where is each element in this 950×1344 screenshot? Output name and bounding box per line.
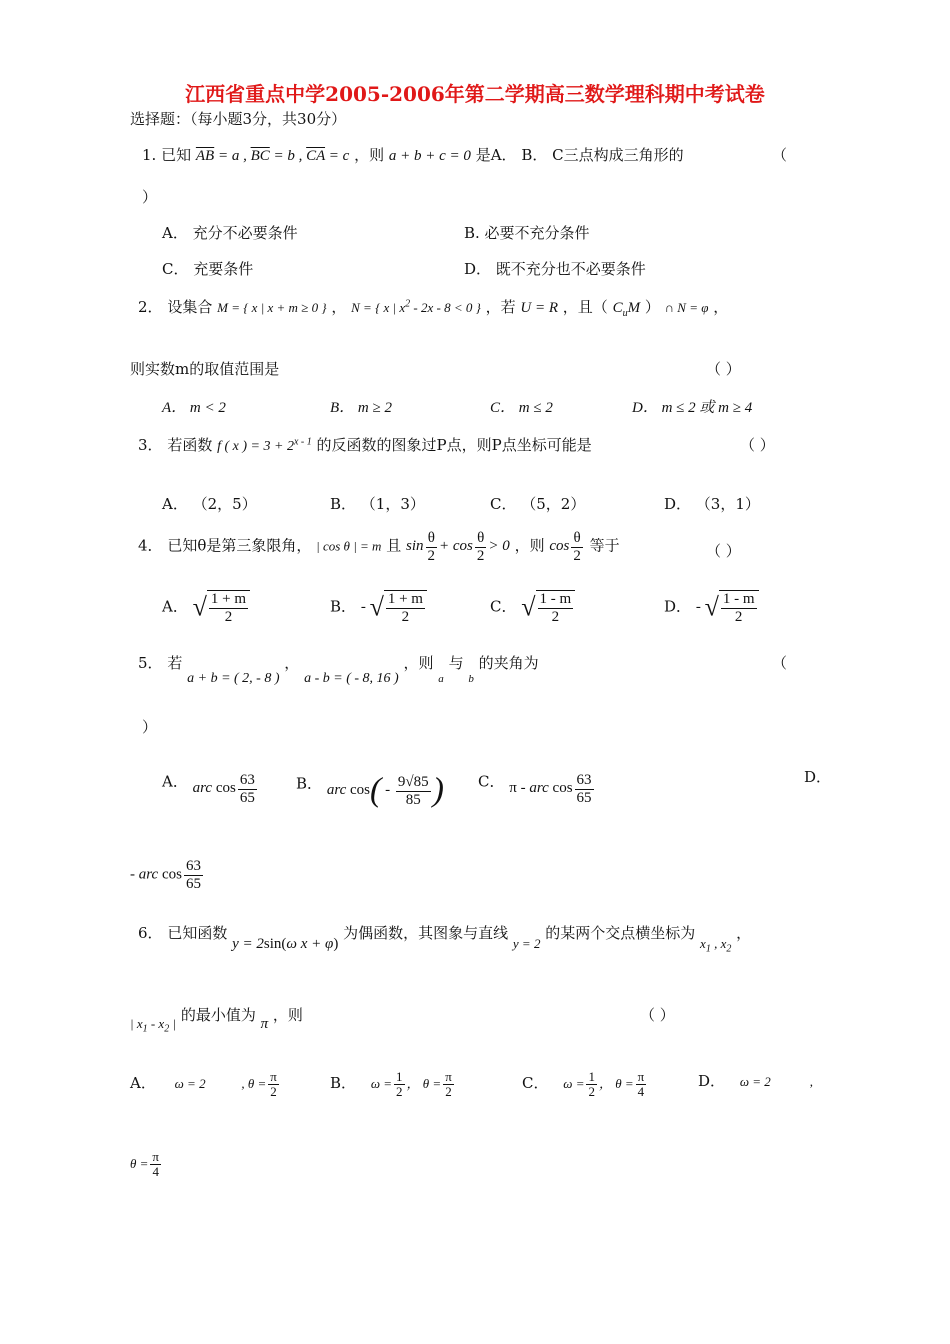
- question-text: 已知函数: [167, 924, 228, 942]
- target-expr: cos $\frac{\theta}{2}$: [549, 530, 581, 564]
- option-c: C． √ $\frac{1 - m}{2}$: [490, 590, 575, 625]
- question-number: 5．: [138, 654, 163, 672]
- option-d: D． 既不充分也不必要条件: [464, 260, 646, 278]
- option-c-expr: √ $\frac{1 - m}{2}$: [521, 590, 575, 625]
- abs-diff: | $x_1 - x_2$ |: [130, 1016, 177, 1035]
- option-c: C． ω = $\frac{1}{2}$ ， θ = $\frac{\pi}{4}$: [522, 1070, 648, 1100]
- option-a: A． ω = 2 , θ = $\frac{\pi}{2}$: [130, 1070, 281, 1100]
- cos-condition: | cos θ | = m: [316, 538, 382, 554]
- option-d: D． - √ $\frac{1 - m}{2}$: [664, 590, 759, 625]
- function-expr: y = 2sin(ω x + φ): [232, 936, 339, 952]
- option-a-expr: ω = 2 , θ = $\frac{\pi}{2}$: [174, 1069, 277, 1100]
- option-c: C． 充要条件: [162, 260, 254, 278]
- option-b: B. 必要不充分条件: [464, 224, 590, 242]
- option-c-expr: ω = $\frac{1}{2}$ ， θ = $\frac{\pi}{4}$: [563, 1069, 645, 1100]
- universal-set: U = R: [520, 300, 558, 316]
- question-4: [138, 530, 620, 564]
- option-a-expr: √ $\frac{1 + m}{2}$: [193, 590, 250, 625]
- function-expr: f ( x ) = $3 + 2^{x - 1}$: [217, 436, 312, 454]
- option-d-expr: ω = 2 ,: [739, 1074, 814, 1089]
- option-b-expr: ω = $\frac{1}{2}$ ， θ = $\frac{\pi}{2}$: [370, 1069, 452, 1100]
- question-6-line2: [130, 1004, 303, 1035]
- question-number: 3．: [138, 436, 163, 454]
- question-text: 的夹角为: [478, 654, 539, 672]
- question-text: ，且（: [562, 298, 608, 316]
- question-text: ，: [736, 924, 752, 942]
- answer-paren: （ ）: [706, 542, 741, 560]
- option-b: B． m ≥ 2: [330, 400, 392, 416]
- option-d-expr: - √ $\frac{1 - m}{2}$: [696, 590, 759, 625]
- question-6: [138, 922, 752, 955]
- option-a: A． √ $\frac{1 + m}{2}$: [162, 590, 250, 625]
- option-d: D．: [804, 768, 832, 786]
- question-text: ，若: [485, 298, 516, 316]
- option-c: C． （5，2）: [490, 495, 586, 513]
- set-n: N = { x | $x^2 - 2x - 8 < 0$ }: [351, 298, 481, 315]
- option-a: A． arc cos $\frac{63}{65}$: [162, 766, 259, 800]
- question-text: 的最小值为: [180, 1006, 256, 1024]
- question-1: [142, 144, 684, 165]
- question-text: 已知θ是第三象限角，: [167, 536, 312, 555]
- vector-b: b: [468, 673, 474, 685]
- answer-paren: （ ）: [706, 360, 741, 378]
- question-text: ，: [331, 298, 347, 316]
- question-text: 等于: [589, 536, 620, 555]
- option-d: D． m ≤ 2 或 m ≥ 4: [632, 400, 753, 416]
- question-text: ，则: [514, 536, 545, 555]
- answer-paren-close: ）: [142, 188, 158, 206]
- question-text: ）: [644, 298, 660, 316]
- vector-sum: a + b = ( 2, - 8 ): [187, 671, 280, 686]
- option-d: D． （3，1）: [664, 495, 760, 513]
- question-5: [138, 652, 539, 686]
- option-a: A． 充分不必要条件: [162, 224, 298, 242]
- half-angle-inequality: sin $\frac{\theta}{2}$ + cos $\frac{\theta}{2}$ > 0: [406, 530, 510, 564]
- option-b-expr: - √ $\frac{1 + m}{2}$: [361, 590, 427, 625]
- page-title: 江西省重点中学2005-2006年第二学期高三数学理科期中考试卷: [185, 82, 765, 106]
- question-text: 已知: [161, 146, 192, 164]
- option-c: C． m ≤ 2: [490, 400, 553, 416]
- option-c-expr: π - arc cos $\frac{63}{65}$: [509, 772, 592, 806]
- option-b: B． - √ $\frac{1 + m}{2}$: [330, 590, 427, 625]
- question-3: [138, 434, 592, 455]
- vector-diff: a - b = ( - 8, 16 ): [304, 671, 399, 686]
- section-heading: 选择题：（每小题3分，共30分）: [130, 110, 347, 128]
- question-number: 4．: [138, 536, 163, 555]
- question-text: 的反函数的图象过P点，则P点坐标可能是: [316, 436, 592, 454]
- question-number: 1.: [142, 146, 157, 164]
- question-text: 为偶函数，其图象与直线: [343, 924, 509, 942]
- option-b: B． （1，3）: [330, 495, 425, 513]
- answer-paren-open: （: [772, 146, 788, 164]
- option-d-expr-cont: θ = $\frac{\pi}{4}$: [130, 1149, 159, 1180]
- answer-paren: （ ）: [640, 1006, 675, 1024]
- question-number: 6．: [138, 924, 163, 942]
- question-text: 与: [448, 654, 464, 672]
- option-a: A． （2，5）: [162, 495, 257, 513]
- line-expr: y = 2: [512, 936, 541, 951]
- question-text: ，: [284, 654, 300, 672]
- option-b: B． ω = $\frac{1}{2}$ ， θ = $\frac{\pi}{2}$: [330, 1070, 456, 1100]
- vector-condition: $\overline{AB} = a$ , $\overline{BC} = b$ , $\overline{CA} = c$: [195, 148, 350, 164]
- question-text: 则实数m的取值范围是: [130, 360, 280, 378]
- option-b: B． arc cos( - $\frac{9√85}{85}$ ): [296, 772, 444, 809]
- complement-set: $C_uM$: [612, 300, 641, 319]
- option-d-expr: - arc cos $\frac{63}{65}$: [130, 858, 201, 892]
- pi-symbol: π: [260, 1016, 269, 1032]
- question-text: 设集合: [167, 298, 213, 316]
- option-a: A． m < 2: [162, 400, 226, 416]
- question-text: ，则: [354, 146, 385, 164]
- set-m: M = { x | x + m ≥ 0 }: [217, 300, 327, 315]
- answer-paren-open: （: [772, 654, 788, 672]
- question-number: 2．: [138, 298, 163, 316]
- question-text: 若函数: [167, 436, 213, 454]
- intersection-expr: ∩ N = φ: [664, 300, 709, 315]
- answer-paren-close: ）: [142, 718, 158, 736]
- question-text: 若: [167, 654, 183, 672]
- question-text: 是A． B． C三点构成三角形的: [475, 146, 684, 164]
- option-a-expr: arc cos $\frac{63}{65}$: [192, 772, 255, 806]
- option-c: C． π - arc cos $\frac{63}{65}$: [478, 766, 596, 800]
- question-2: [138, 296, 728, 319]
- option-d: D． ω = 2 ,: [698, 1072, 814, 1090]
- question-text: ，则: [403, 654, 434, 672]
- question-text: ，: [713, 298, 729, 316]
- option-b-expr: arc cos( - $\frac{9√85}{85}$ ): [326, 772, 444, 809]
- intersection-points: $x_1$ , $x_2$: [700, 936, 732, 955]
- question-text: 且: [386, 536, 402, 555]
- vector-sum: a + b + c = 0: [388, 148, 471, 164]
- question-text: 的某两个交点横坐标为: [545, 924, 696, 942]
- vector-a: a: [438, 673, 444, 685]
- question-text: ，则: [272, 1006, 303, 1024]
- answer-paren: （ ）: [740, 436, 775, 454]
